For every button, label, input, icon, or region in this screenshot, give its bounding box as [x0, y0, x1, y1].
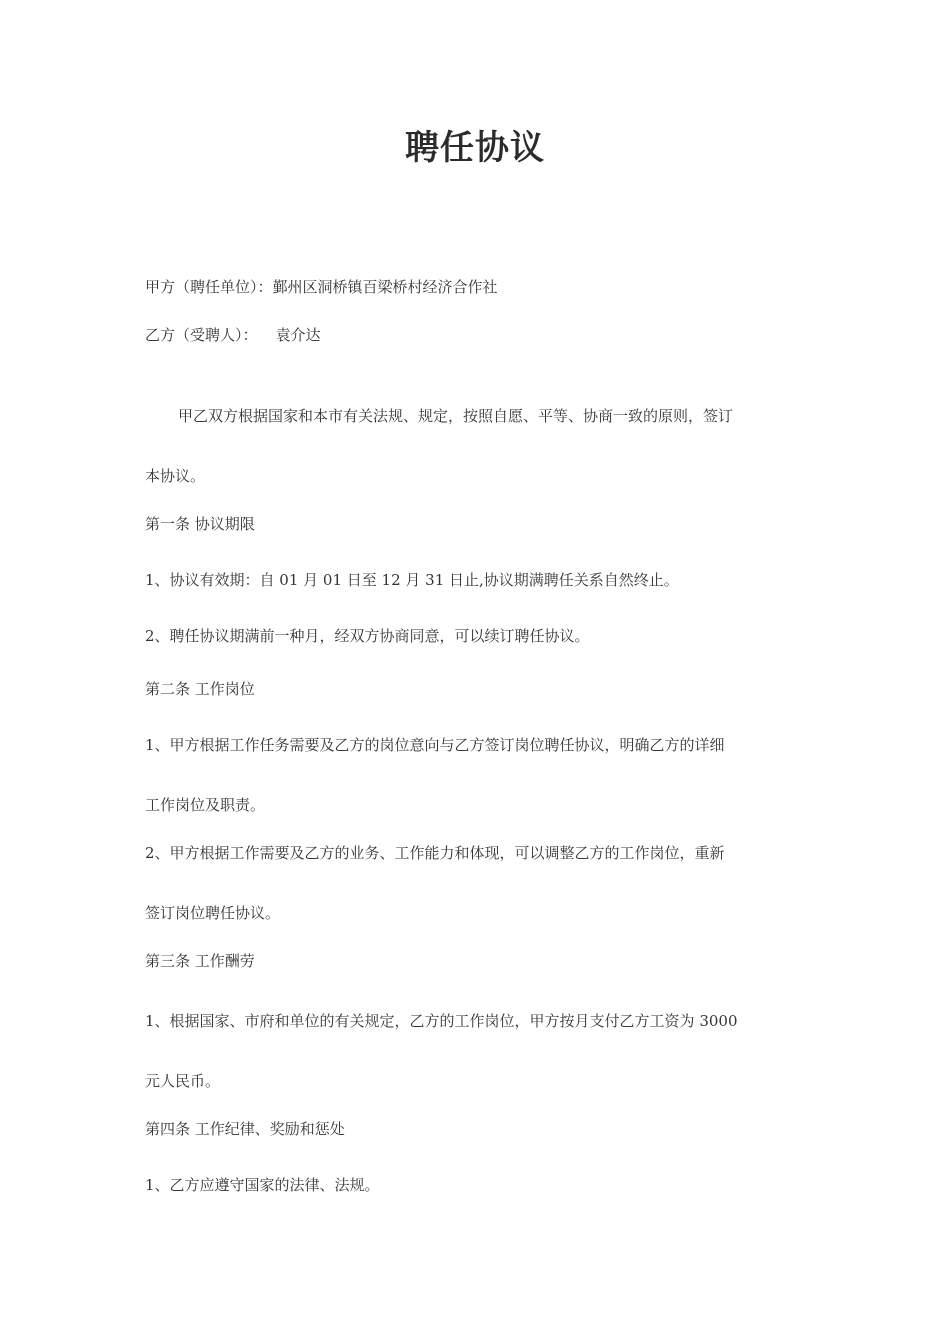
article-4-heading: 第四条 工作纪律、奖励和惩处 — [145, 1120, 345, 1138]
party-a-value: 鄞州区洞桥镇百梁桥村经济合作社 — [272, 278, 498, 296]
article-2-heading: 第二条 工作岗位 — [145, 680, 255, 698]
article-2-item-1-line-1: 1、甲方根据工作任务需要及乙方的岗位意向与乙方签订岗位聘任协议，明确乙方的详细 — [145, 736, 725, 754]
article-1-heading: 第一条 协议期限 — [145, 515, 255, 533]
party-a-label: 甲方（聘任单位）： — [145, 278, 273, 296]
document-title: 聘任协议 — [405, 128, 545, 168]
intro-line-1: 甲乙双方根据国家和本市有关法规、规定，按照自愿、平等、协商一致的原则，签订 — [178, 407, 734, 425]
article-3-item-1-line-1: 1、根据国家、市府和单位的有关规定，乙方的工作岗位，甲方按月支付乙方工资为 3000 — [145, 1012, 738, 1030]
party-b-label: 乙方（受聘人）： — [145, 326, 258, 344]
intro-line-2: 本协议。 — [145, 467, 206, 485]
article-1-item-1: 1、协议有效期：自 01 月 01 日至 12 月 31 日止,协议期满聘任关系自然终止。 — [145, 571, 679, 589]
party-b-value: 袁介达 — [275, 326, 321, 344]
article-1-item-2: 2、聘任协议期满前一种月，经双方协商同意，可以续订聘任协议。 — [145, 627, 590, 645]
article-4-item-1: 1、乙方应遵守国家的法律、法规。 — [145, 1176, 380, 1194]
article-3-heading: 第三条 工作酬劳 — [145, 952, 255, 970]
party-a-line — [145, 276, 498, 298]
article-3-item-1-line-2: 元人民币。 — [145, 1072, 221, 1090]
article-2-item-2-line-2: 签订岗位聘任协议。 — [145, 904, 281, 922]
party-b-line — [145, 324, 321, 346]
article-2-item-1-line-2: 工作岗位及职责。 — [145, 796, 266, 814]
article-2-item-2-line-1: 2、甲方根据工作需要及乙方的业务、工作能力和体现，可以调整乙方的工作岗位，重新 — [145, 844, 725, 862]
